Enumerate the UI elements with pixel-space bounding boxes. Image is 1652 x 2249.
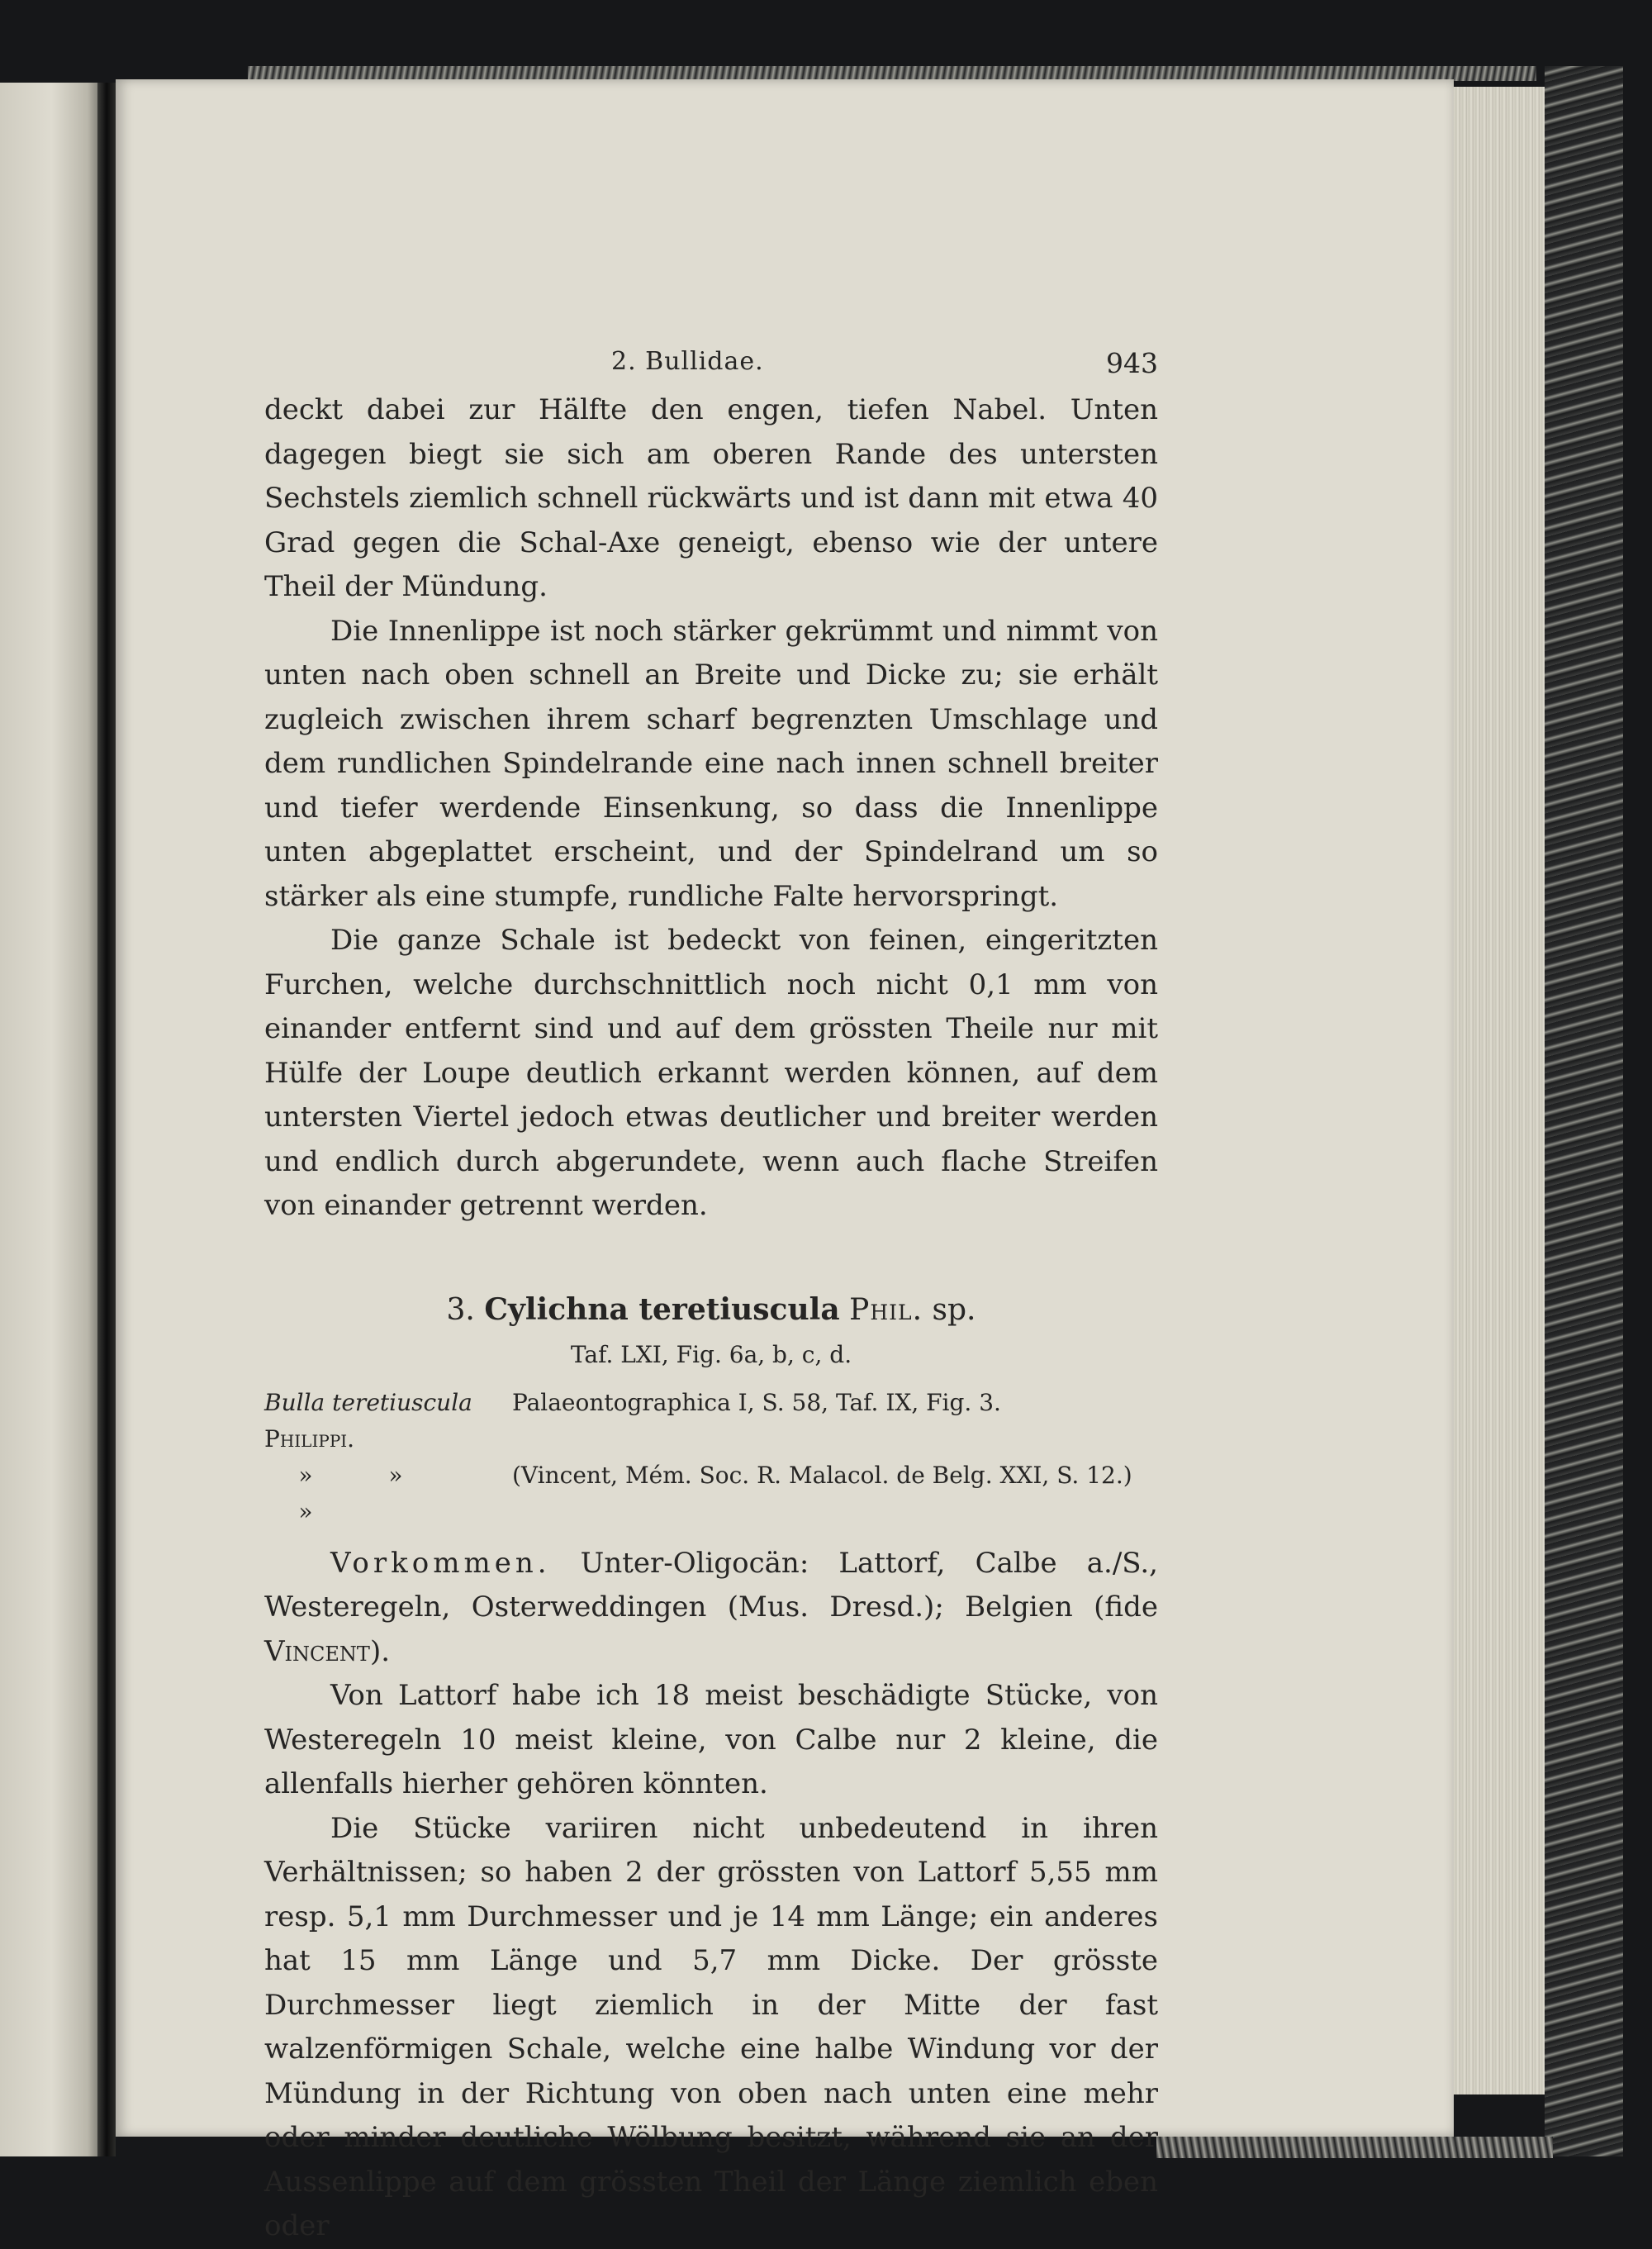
plate-reference: Taf. LXI, Fig. 6a, b, c, d. bbox=[570, 1340, 852, 1368]
synonymy-taxon-cell bbox=[264, 1385, 512, 1457]
synonymy-author: Philippi. bbox=[264, 1424, 355, 1453]
synonymy-entry bbox=[264, 1385, 1158, 1457]
paragraph: Die Innenlippe ist noch stärker gekrümmt und nimmt von unten nach oben schnell an Breite und Dicke zu; sie erhält zugleich zwischen ihrem scharf begrenzten Umschlage und dem rundlichen Spindelrande eine nach innen schnell breiter und tiefer werdende Einsenkung, so dass die Innenlippe unten abgeplattet erscheint, und der Spindelrand um so stärker als eine stumpfe, rundliche Falte hervorspringt. bbox=[264, 614, 1158, 913]
paragraph: Von Lattorf habe ich 18 meist beschädigte Stücke, von Westeregeln 10 meist kleine, von Calbe nur 2 kleine, die allenfalls hierher gehören könnten. bbox=[264, 1679, 1158, 1800]
book-cover-marbled bbox=[1545, 66, 1623, 2156]
synonymy-taxon: Bulla teretiuscula bbox=[264, 1388, 472, 1416]
ditto-mark: » bbox=[298, 1497, 313, 1525]
page-stack-edges bbox=[1454, 87, 1545, 2094]
occurrence-paragraph bbox=[264, 1542, 1158, 1675]
synonymy-citation: (Vincent, Mém. Soc. R. Malacol. de Belg. XXI, S. 12.) bbox=[512, 1461, 1132, 1489]
ditto-mark: » bbox=[298, 1461, 313, 1489]
synonymy-list bbox=[264, 1385, 1158, 1530]
paragraph: Die ganze Schale ist bedeckt von feinen, eingeritzten Furchen, welche durchschnittlich noch nicht 0,1 mm von einander entfernt sind und auf dem grössten Theile nur mit Hülfe der Loupe deutlich erkannt werden können, auf dem untersten Viertel jedoch etwas deutlicher und breiter werden und endlich durch abgerundete, wenn auch flache Streifen von einander getrennt werden. bbox=[264, 924, 1158, 1222]
running-header bbox=[264, 347, 1158, 388]
synonymy-entry bbox=[264, 1457, 1158, 1530]
running-title: 2. Bullidae. bbox=[611, 347, 764, 376]
synonymy-citation: Palaeontographica I, S. 58, Taf. IX, Fig. 3. bbox=[512, 1388, 1001, 1416]
synonymy-ditto-cell bbox=[264, 1457, 512, 1530]
occurrence-label: Vorkommen. bbox=[330, 1546, 551, 1580]
species-number: 3. bbox=[446, 1292, 475, 1327]
species-heading bbox=[264, 1285, 1158, 1335]
occurrence-end: ). bbox=[369, 1634, 391, 1668]
paragraph: deckt dabei zur Hälfte den engen, tiefen Nabel. Unten dagegen biegt sie sich am oberen Rande des untersten Sechstels ziemlich schnell rückwärts und ist dann mit etwa 40 Grad gegen die Schal-Axe geneigt, ebenso wie der untere Theil der Mündung. bbox=[264, 393, 1158, 603]
page-number: 943 bbox=[1106, 347, 1158, 379]
species-suffix: sp. bbox=[932, 1292, 976, 1327]
book-gutter bbox=[97, 83, 116, 2156]
book-bottom-edge bbox=[1156, 2137, 1553, 2158]
occurrence-source: Vincent bbox=[264, 1634, 370, 1668]
occurrence-text: Unter-Oligocän: Lattorf, Calbe a./S., Westeregeln, Osterweddingen (Mus. Dresd.); Belgien (fide bbox=[264, 1546, 1158, 1624]
page-content bbox=[264, 347, 1158, 2249]
ditto-mark: » bbox=[388, 1461, 403, 1489]
left-page-edge bbox=[0, 83, 103, 2156]
species-author: Phil. bbox=[849, 1292, 923, 1327]
paragraph: Die Stücke variiren nicht unbedeutend in ihren Verhältnissen; so haben 2 der grössten von Lattorf 5,55 mm resp. 5,1 mm Durchmesser und je 14 mm Länge; ein anderes hat 15 mm Länge und 5,7 mm Dicke. Der grösste Durchmesser liegt ziemlich in der Mitte der fast walzenförmigen Schale, welche eine halbe Windung vor der Mündung in der Richtung von oben nach unten eine mehr oder minder deutliche Wölbung besitzt, während sie an der Aussenlippe auf dem grössten Theil der Länge ziemlich eben oder bbox=[264, 1811, 1158, 2242]
species-name: Cylichna teretiuscula bbox=[484, 1291, 840, 1327]
